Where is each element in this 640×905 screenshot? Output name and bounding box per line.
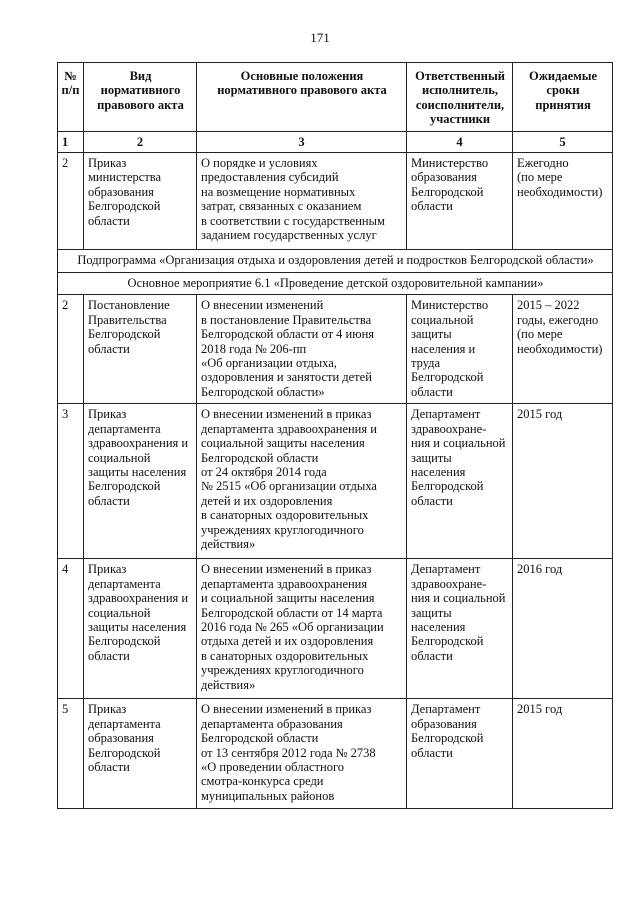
- responsible: Министерство социальной защиты населения и труда Белгородской области: [407, 295, 513, 404]
- act-type: Приказ департамента здравоохранения и социальной защиты населения Белгородской области: [84, 559, 197, 699]
- row-number: 4: [58, 559, 84, 699]
- deadline: Ежегодно (по мере необходимости): [513, 153, 613, 250]
- act-content: О порядке и условиях предоставления субсидий на возмещение нормативных затрат, связанных с оказанием в соответствии с государственным заданием государственных услуг: [197, 153, 407, 250]
- table-row: [58, 699, 613, 809]
- act-content: О внесении изменений в приказ департамента образования Белгородской области от 13 сентября 2012 года № 2738 «О проведении областного смотра-конкурса среди муниципальных районов: [197, 699, 407, 809]
- header-main-provisions: Основные положения нормативного правового акта: [197, 63, 407, 132]
- subprogram-row: [58, 250, 613, 273]
- deadline: 2015 год: [513, 699, 613, 809]
- column-number: 5: [513, 131, 613, 152]
- act-content: О внесении изменений в приказ департамента здравоохранения и социальной защиты населения Белгородской области от 14 марта 2016 года № 265 «Об организации отдыха детей и их оздоровления в санаторных оздоровительных учреждениях круглогодичного действия»: [197, 559, 407, 699]
- responsible: Департамент образования Белгородской области: [407, 699, 513, 809]
- column-numbers-row: [58, 131, 613, 152]
- deadline: 2016 год: [513, 559, 613, 699]
- header-number: № п/п: [58, 63, 84, 132]
- act-type: Приказ министерства образования Белгородской области: [84, 153, 197, 250]
- page-number: 171: [310, 30, 330, 45]
- act-type: Приказ департамента образования Белгородской области: [84, 699, 197, 809]
- main-event-row: [58, 273, 613, 295]
- deadline: 2015 – 2022 годы, ежегодно (по мере необходимости): [513, 295, 613, 404]
- table-row: [58, 559, 613, 699]
- column-number: 2: [84, 131, 197, 152]
- column-number: 3: [197, 131, 407, 152]
- responsible: Министерство образования Белгородской области: [407, 153, 513, 250]
- regulatory-acts-table: [57, 62, 613, 809]
- table-row: [58, 404, 613, 559]
- main-event-title: Основное мероприятие 6.1 «Проведение детской оздоровительной кампании»: [58, 273, 613, 295]
- act-content: О внесении изменений в постановление Правительства Белгородской области от 4 июня 2018 года № 206-пп «Об организации отдыха, оздоровления и занятости детей Белгородской области»: [197, 295, 407, 404]
- subprogram-title: Подпрограмма «Организация отдыха и оздоровления детей и подростков Белгородской области»: [58, 250, 613, 273]
- act-content: О внесении изменений в приказ департамента здравоохранения и социальной защиты населения Белгородской области от 24 октября 2014 года № 2515 «Об организации отдыха детей и их оздоровления в санаторных оздоровительных учреждениях круглогодичного действия»: [197, 404, 407, 559]
- deadline: 2015 год: [513, 404, 613, 559]
- header-act-type: Вид нормативного правового акта: [84, 63, 197, 132]
- act-type: Приказ департамента здравоохранения и социальной защиты населения Белгородской области: [84, 404, 197, 559]
- responsible: Департамент здравоохране- ния и социальной защиты населения Белгородской области: [407, 559, 513, 699]
- column-number: 4: [407, 131, 513, 152]
- responsible: Департамент здравоохране- ния и социальной защиты населения Белгородской области: [407, 404, 513, 559]
- row-number: 3: [58, 404, 84, 559]
- header-responsible: Ответственный исполнитель, соисполнители, участники: [407, 63, 513, 132]
- row-number: 2: [58, 153, 84, 250]
- row-number: 5: [58, 699, 84, 809]
- table-row: [58, 295, 613, 404]
- header-deadline: Ожидаемые сроки принятия: [513, 63, 613, 132]
- table-row: [58, 153, 613, 250]
- act-type: Постановление Правительства Белгородской области: [84, 295, 197, 404]
- column-number: 1: [58, 131, 84, 152]
- row-number: 2: [58, 295, 84, 404]
- table-header-row: [58, 63, 613, 132]
